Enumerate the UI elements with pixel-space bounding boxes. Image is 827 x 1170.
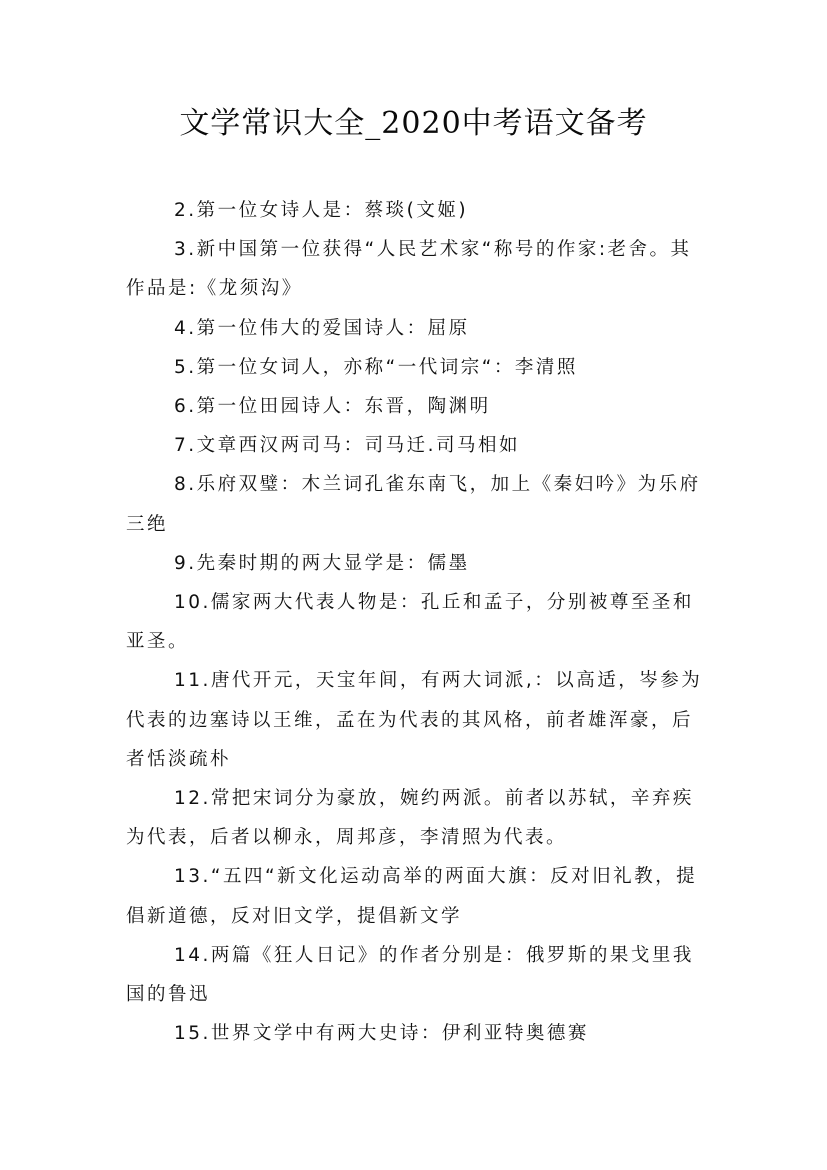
paragraph-item-5: 5.第一位女词人，亦称“一代词宗“：李清照 [174, 356, 578, 378]
paragraph-item-2: 2.第一位女诗人是：蔡琰(文姬) [174, 200, 469, 221]
paragraph-item-13: 13.“五四“新文化运动高举的两面大旗：反对旧礼教，提倡新道德，反对旧文学，提倡新文学 [126, 866, 698, 927]
paragraph-item-4: 4.第一位伟大的爱国诗人：屈原 [174, 317, 470, 339]
paragraph-item-9: 9.先秦时期的两大显学是：儒墨 [174, 552, 470, 574]
page-title: 文学常识大全_2020中考语文备考 [179, 106, 648, 141]
paragraph-item-7: 7.文章西汉两司马：司马迁.司马相如 [174, 435, 521, 457]
paragraph-item-11: 11.唐代开元，天宝年间，有两大词派,：以高适，岑参为代表的边塞诗以王维，孟在为代表的其风格，前者雄浑豪，后者恬淡疏朴 [126, 670, 703, 770]
paragraph-item-12: 12.常把宋词分为豪放，婉约两派。前者以苏轼，辛弃疾为代表，后者以柳永，周邦彦，李清照为代表。 [126, 788, 694, 849]
paragraph-item-3: 3.新中国第一位获得“人民艺术家“称号的作家:老舍。其作品是:《龙须沟》 [126, 239, 692, 300]
paragraph-item-8: 8.乐府双璧：木兰词孔雀东南飞，加上《秦妇吟》为乐府三绝 [126, 474, 701, 535]
paragraph-item-14: 14.两篇《狂人日记》的作者分别是：俄罗斯的果戈里我国的鲁迅 [126, 944, 694, 1006]
paragraph-item-15: 15.世界文学中有两大史诗：伊利亚特奥德赛 [174, 1023, 589, 1045]
paragraph-item-6: 6.第一位田园诗人：东晋，陶渊明 [174, 396, 491, 418]
paragraph-item-10: 10.儒家两大代表人物是：孔丘和孟子，分别被尊至圣和亚圣。 [126, 592, 694, 653]
document-body [126, 191, 706, 1053]
